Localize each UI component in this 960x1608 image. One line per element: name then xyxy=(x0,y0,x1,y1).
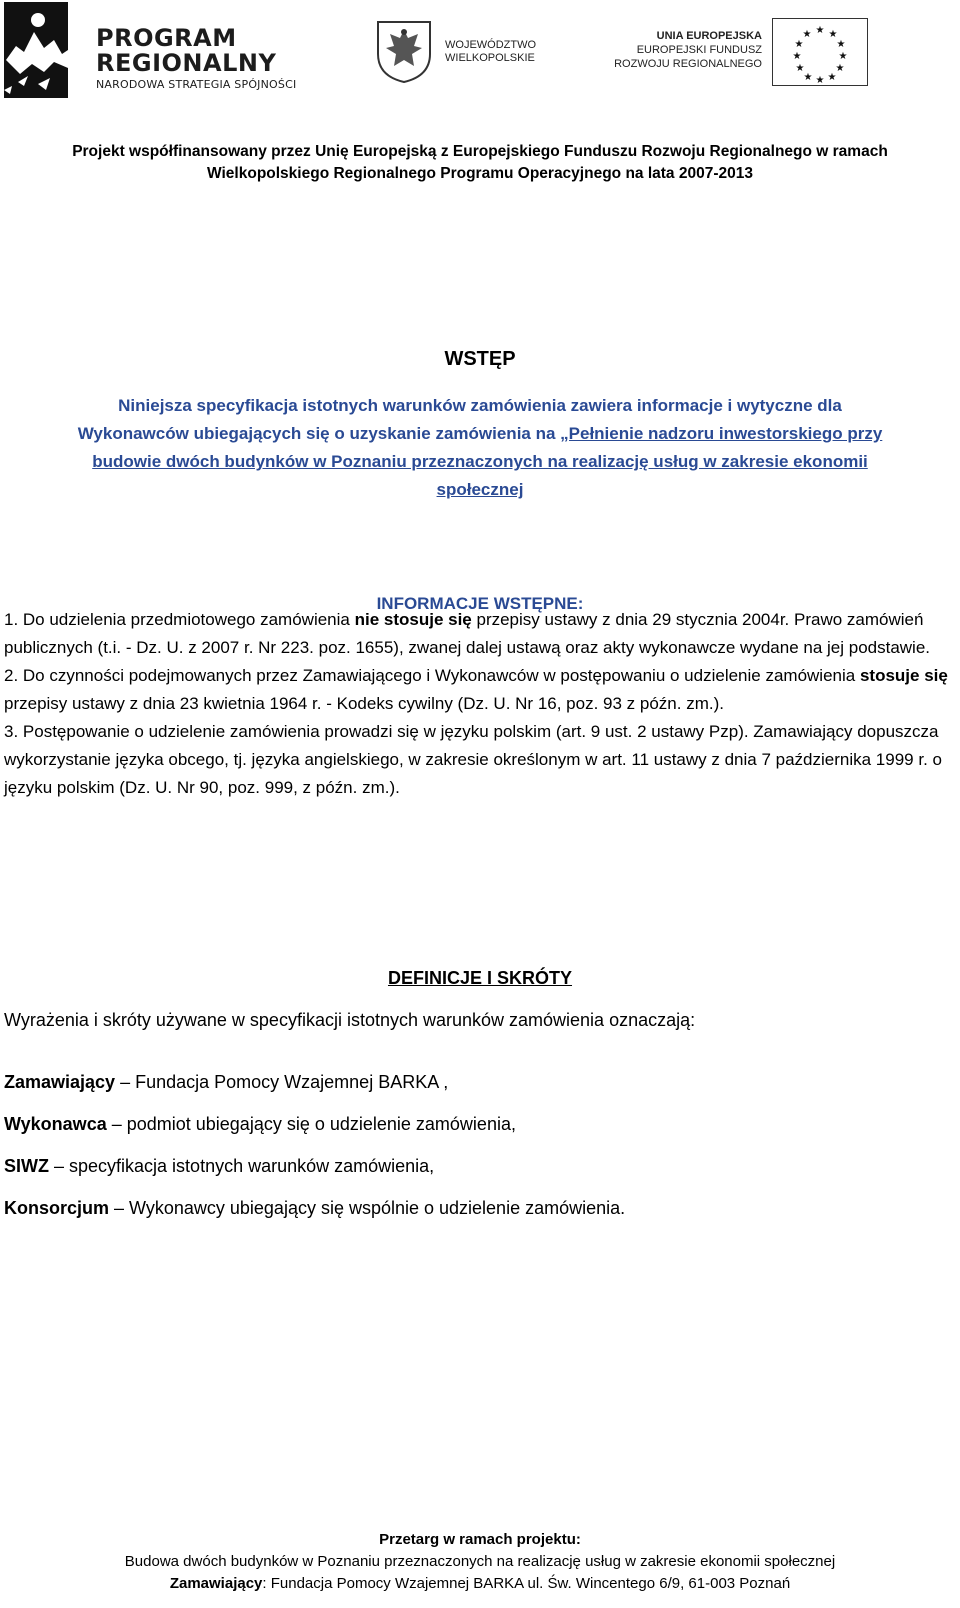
definition-row xyxy=(4,1072,448,1093)
svg-text:★: ★ xyxy=(794,39,804,50)
svg-text:★: ★ xyxy=(802,29,812,40)
footer-title: Przetarg w ramach projektu: xyxy=(379,1531,581,1548)
region-logo-line2: WIELKOPOLSKIE xyxy=(445,52,535,64)
definition-row xyxy=(4,1156,434,1177)
info-item-2-text-a: 2. Do czynności podejmowanych przez Zamawiającego i Wykonawców w postępowaniu o udzielenie zamówienia xyxy=(4,666,860,685)
intro-line2 xyxy=(4,420,956,448)
intro-paragraph xyxy=(4,392,956,504)
svg-text:★: ★ xyxy=(815,75,825,85)
eu-logo-line1: UNIA EUROPEJSKA xyxy=(656,30,762,42)
info-item-2 xyxy=(4,662,956,718)
definition-text: – podmiot ubiegający się o udzielenie zamówienia, xyxy=(106,1114,516,1134)
program-logo-line3: NARODOWA STRATEGIA SPÓJNOŚCI xyxy=(96,78,297,91)
info-heading: INFORMACJE WSTĘPNE: xyxy=(376,594,584,613)
info-item-1-text-a: 1. Do udzielenia przedmiotowego zamówienia xyxy=(4,610,355,629)
svg-text:★: ★ xyxy=(836,39,846,50)
definition-term: SIWZ xyxy=(4,1156,49,1176)
definition-term: Zamawiający xyxy=(4,1072,116,1092)
definition-row xyxy=(4,1114,516,1135)
page-title: WSTĘP xyxy=(444,348,516,370)
footer-address: : Fundacja Pomocy Wzajemnej BARKA ul. Św. Wincentego 6/9, 61-003 Poznań xyxy=(262,1575,791,1592)
intro-line4: społecznej xyxy=(436,480,524,499)
intro-line2-text: Wykonawców ubiegających się o uzyskanie zamówienia na xyxy=(77,424,561,443)
project-cofinancing-line2: Wielkopolskiego Regionalnego Programu Operacyjnego na lata 2007-2013 xyxy=(207,165,753,182)
definitions-intro: Wyrażenia i skróty używane w specyfikacji istotnych warunków zamówienia oznaczają: xyxy=(4,1010,696,1030)
svg-text:★: ★ xyxy=(815,25,825,36)
logo-bar xyxy=(0,0,870,100)
definition-term: Konsorcjum xyxy=(4,1198,110,1218)
project-cofinancing-line1: Projekt współfinansowany przez Unię Europejską z Europejskiego Funduszu Rozwoju Regionalnego w ramach xyxy=(72,143,888,160)
definition-text: – Wykonawcy ubiegający się wspólnie o udzielenie zamówienia. xyxy=(109,1198,626,1218)
program-logo-line1: PROGRAM xyxy=(96,24,237,52)
svg-text:★: ★ xyxy=(835,63,845,74)
intro-line3: budowie dwóch budynków w Poznaniu przeznaczonych na realizację usług w zakresie ekonomii xyxy=(92,452,868,471)
svg-text:★: ★ xyxy=(803,72,813,83)
wielkopolska-eagle-crest xyxy=(374,18,434,89)
definition-row xyxy=(4,1198,625,1219)
info-item-1-bold: nie stosuje się xyxy=(354,610,472,629)
svg-text:★: ★ xyxy=(838,51,848,62)
svg-text:★: ★ xyxy=(827,72,837,83)
definition-text: – specyfikacja istotnych warunków zamówienia, xyxy=(49,1156,435,1176)
footer xyxy=(0,1529,960,1595)
program-regionalny-logo xyxy=(4,2,334,98)
info-item-3: 3. Postępowanie o udzielenie zamówienia prowadzi się w języku polskim (art. 9 ust. 2 ustawy Pzp). Zamawiający dopuszcza wykorzystanie języka obcego, tj. języka angielskiego, w zakresie określonym w art. 11 ustawy z dnia 7 października 1999 r. o języku polskim (Dz. U. Nr 90, poz. 999, z późn. zm.). xyxy=(4,722,942,797)
eu-logo-line3: ROZWOJU REGIONALNEGO xyxy=(614,58,762,70)
region-logo-line1: WOJEWÓDZTWO xyxy=(445,39,537,51)
footer-contracting-authority xyxy=(0,1573,960,1595)
info-item-2-bold: stosuje się xyxy=(859,666,948,685)
intro-line2-underlined: „Pełnienie nadzoru inwestorskiego przy xyxy=(560,424,883,443)
program-regionalny-emblem-icon xyxy=(4,2,92,98)
svg-text:★: ★ xyxy=(792,51,802,62)
svg-text:★: ★ xyxy=(828,29,838,40)
info-list xyxy=(4,606,956,802)
definition-term: Wykonawca xyxy=(4,1114,107,1134)
program-logo-line2: REGIONALNY xyxy=(96,49,277,77)
svg-text:★: ★ xyxy=(795,63,805,74)
info-item-1-text-b: przepisy ustawy z dnia 29 stycznia 2004r. Prawo zamówień publicznych (t.i. - Dz. U. z 2007 r. Nr 223. poz. 1655), zwanej dalej ustawą oraz akty wykonawcze wydane na jej podstawie. xyxy=(4,610,931,657)
intro-line1: Niniejsza specyfikacja istotnych warunków zamówienia zawiera informacje i wytyczne dla xyxy=(118,396,842,415)
footer-label: Zamawiający xyxy=(169,1575,263,1592)
eu-flag-icon xyxy=(772,18,868,86)
definitions-heading: DEFINICJE I SKRÓTY xyxy=(387,968,573,988)
info-item-1 xyxy=(4,606,956,662)
info-item-2-text-b: przepisy ustawy z dnia 23 kwietnia 1964 r. - Kodeks cywilny (Dz. U. Nr 16, poz. 93 z późn. zm.). xyxy=(4,694,724,713)
eu-logo-line2: EUROPEJSKI FUNDUSZ xyxy=(636,44,762,56)
eagle-crest-icon xyxy=(374,18,434,84)
footer-project-name: Budowa dwóch budynków w Poznaniu przeznaczonych na realizację usług w zakresie ekonomii społecznej xyxy=(124,1553,836,1570)
definition-text: – Fundacja Pomocy Wzajemnej BARKA , xyxy=(115,1072,449,1092)
